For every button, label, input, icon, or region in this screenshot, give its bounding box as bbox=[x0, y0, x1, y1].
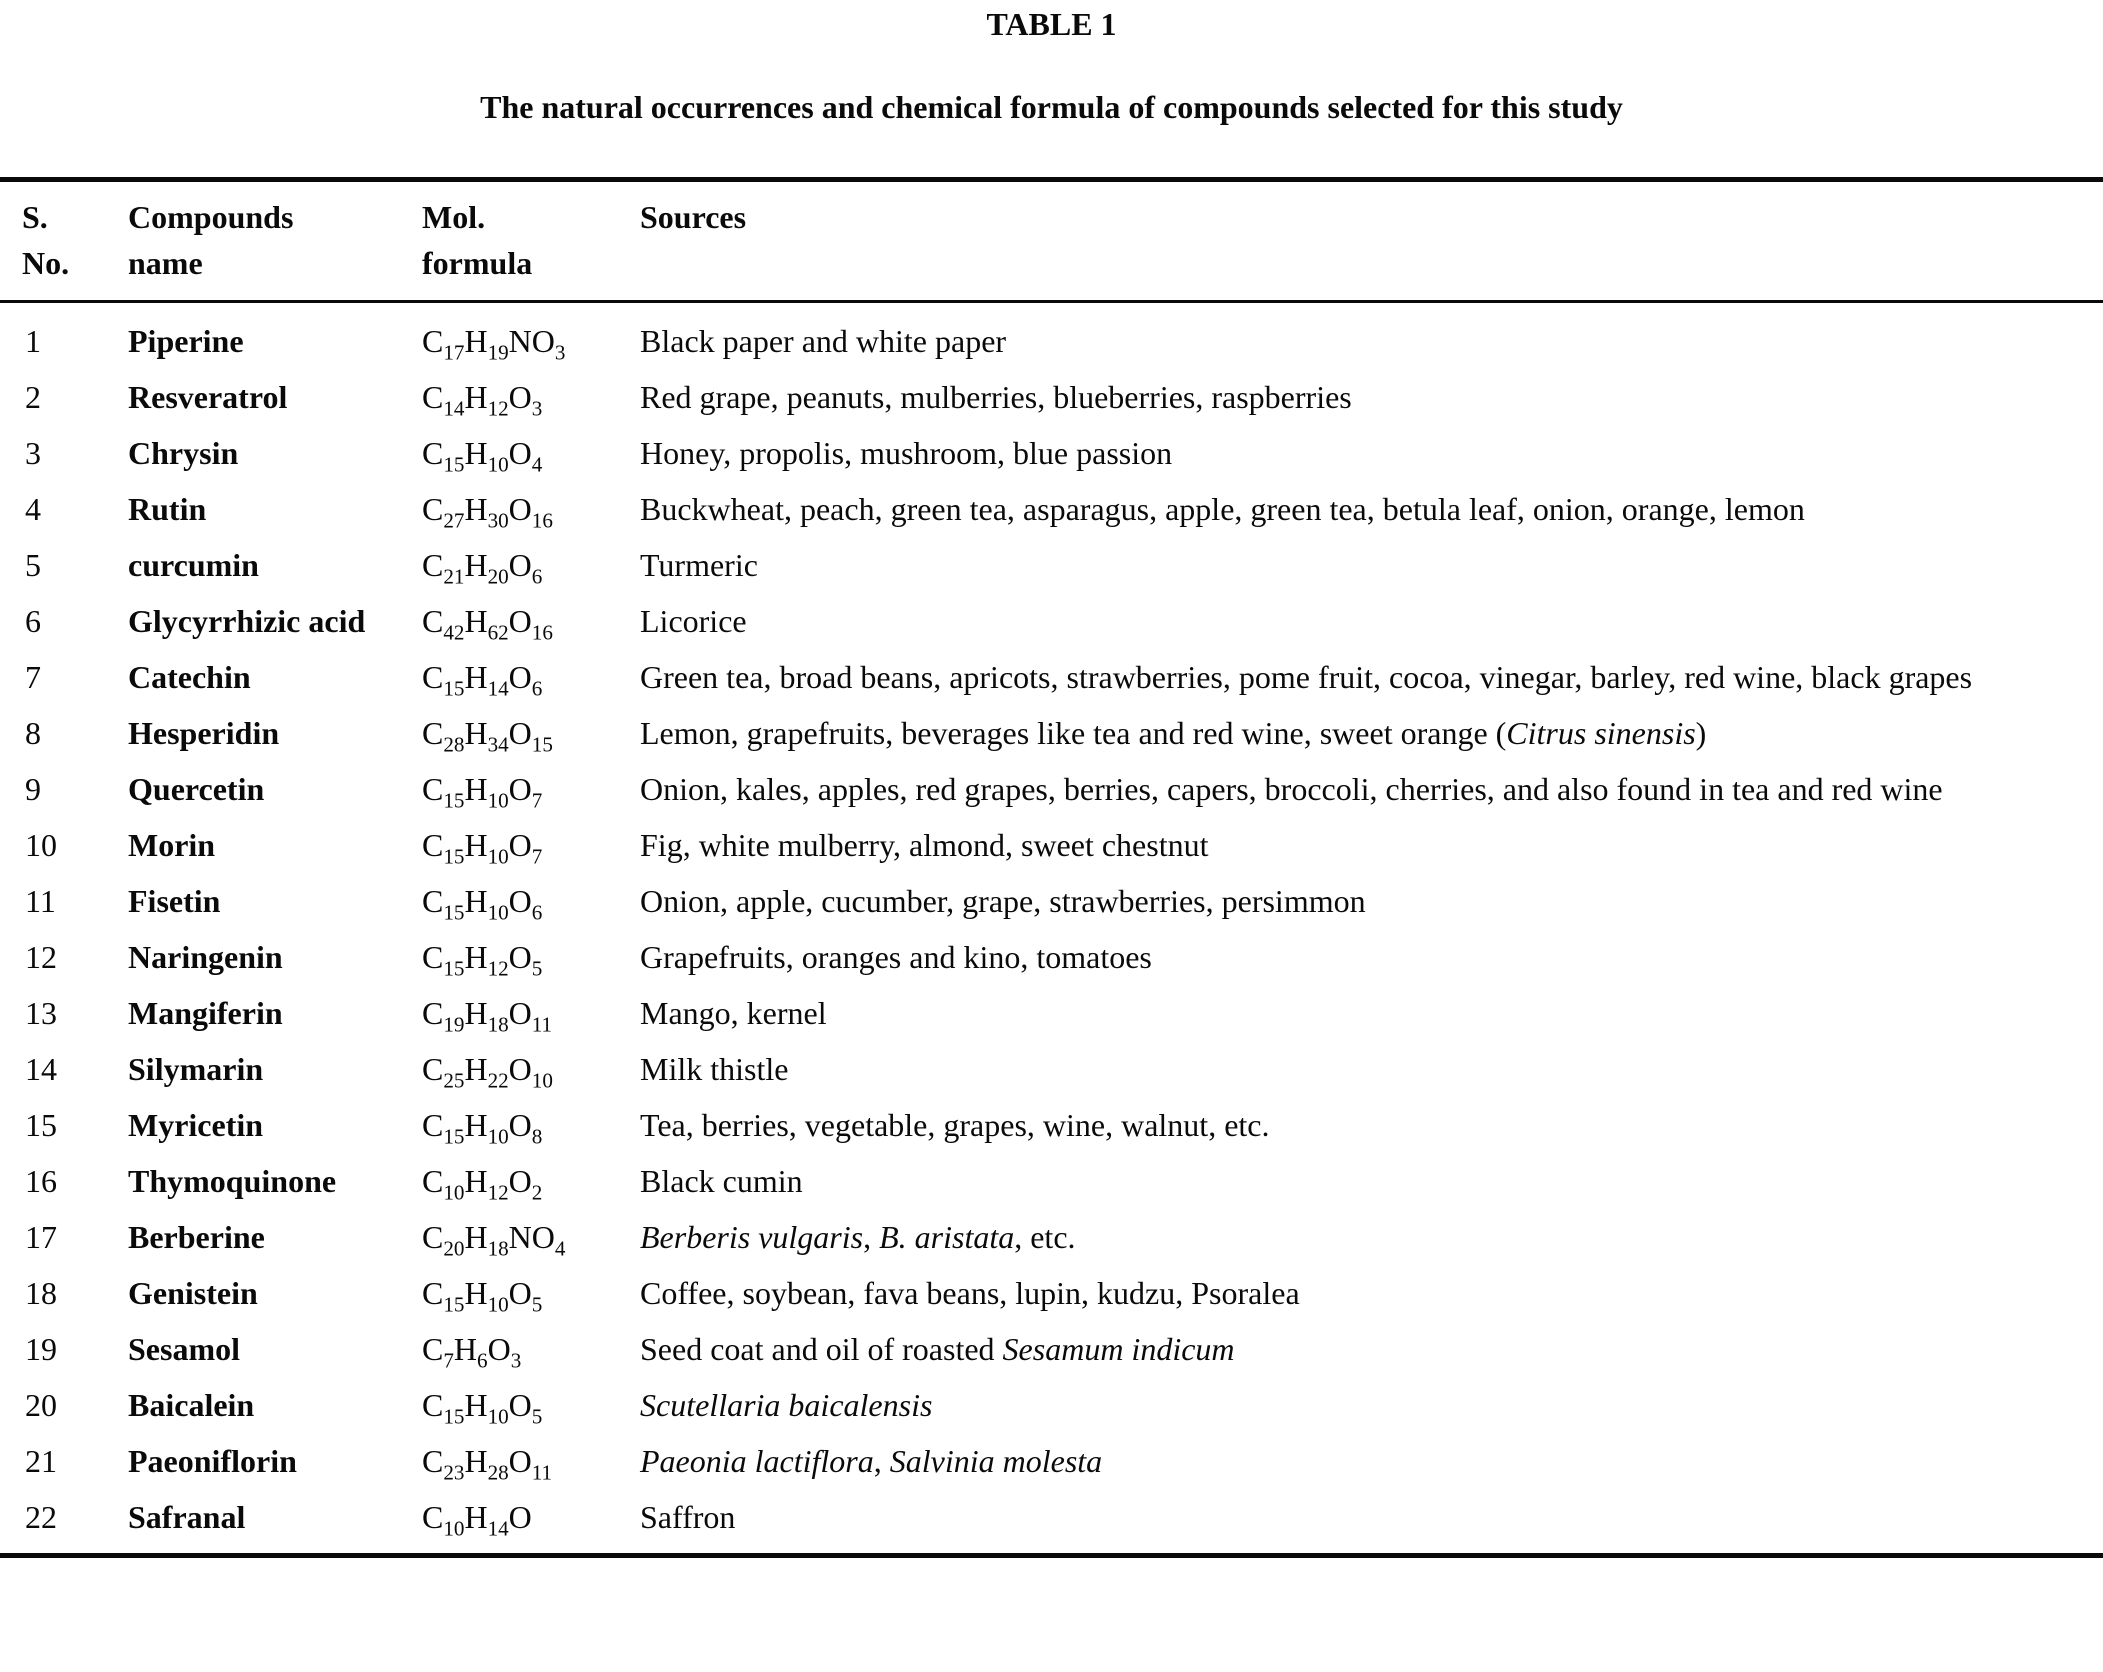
serial-number: 20 bbox=[25, 1387, 57, 1423]
mol-formula: $C_{23}H_{28}O_{11}$ bbox=[422, 1443, 553, 1485]
source-text: Black paper and white paper bbox=[640, 323, 1007, 359]
header-line: formula bbox=[422, 245, 533, 281]
source-text: Milk thistle bbox=[640, 1051, 789, 1087]
compound-name: Hesperidin bbox=[128, 715, 280, 751]
sources-text bbox=[640, 761, 2103, 817]
mol-formula: $C_{15}H_{14}O_6$ bbox=[422, 659, 543, 701]
compound-name: Fisetin bbox=[128, 883, 221, 919]
source-text: Coffee, soybean, fava beans, lupin, kudzu, Psoralea bbox=[640, 1275, 1300, 1311]
serial-number: 10 bbox=[25, 827, 57, 863]
source-text: Fig, white mulberry, almond, sweet chestnut bbox=[640, 827, 1209, 863]
header-serial-no bbox=[0, 180, 128, 302]
source-text: Mango, kernel bbox=[640, 995, 827, 1031]
sources-text bbox=[640, 929, 2103, 985]
sources-text bbox=[640, 302, 2103, 370]
table-caption: The natural occurrences and chemical formula of compounds selected for this study bbox=[480, 89, 1623, 125]
compound-name: Catechin bbox=[128, 659, 251, 695]
source-text: ) bbox=[1695, 715, 1707, 751]
table-row bbox=[0, 1321, 2103, 1377]
sources-text bbox=[640, 985, 2103, 1041]
sources-text bbox=[640, 1433, 2103, 1489]
header-row bbox=[0, 180, 2103, 302]
compound-name: Sesamol bbox=[128, 1331, 240, 1367]
serial-number: 16 bbox=[25, 1163, 57, 1199]
source-text: Honey, propolis, mushroom, blue passion bbox=[640, 435, 1173, 471]
mol-formula: $C_{10}H_{12}O_2$ bbox=[422, 1163, 543, 1205]
serial-number: 3 bbox=[25, 435, 41, 471]
sources-text bbox=[640, 537, 2103, 593]
source-text: Onion, kales, apples, red grapes, berries, capers, broccoli, cherries, and also found in tea and red wine bbox=[640, 771, 1943, 807]
species-name: B. aristata bbox=[879, 1219, 1015, 1255]
compound-name: Paeoniflorin bbox=[128, 1443, 297, 1479]
mol-formula: $C_{15}H_{12}O_5$ bbox=[422, 939, 543, 981]
header-compound-name bbox=[128, 180, 422, 302]
mol-formula: $C_{15}H_{10}O_5$ bbox=[422, 1275, 543, 1317]
sources-text bbox=[640, 817, 2103, 873]
serial-number: 8 bbox=[25, 715, 41, 751]
sources-text bbox=[640, 1265, 2103, 1321]
serial-number: 2 bbox=[25, 379, 41, 415]
compound-name: Rutin bbox=[128, 491, 207, 527]
mol-formula: $C_{15}H_{10}O_5$ bbox=[422, 1387, 543, 1429]
sources-text bbox=[640, 425, 2103, 481]
table-row bbox=[0, 761, 2103, 817]
header-mol-formula bbox=[422, 180, 640, 302]
table-row bbox=[0, 649, 2103, 705]
mol-formula: $C_{17}H_{19}NO_3$ bbox=[422, 323, 566, 365]
source-text: , bbox=[863, 1219, 880, 1255]
table-row bbox=[0, 425, 2103, 481]
compound-name: Resveratrol bbox=[128, 379, 288, 415]
serial-number: 14 bbox=[25, 1051, 57, 1087]
mol-formula: $C_{20}H_{18}NO_4$ bbox=[422, 1219, 566, 1261]
serial-number: 22 bbox=[25, 1499, 57, 1535]
table-row bbox=[0, 369, 2103, 425]
mol-formula: $C_7H_6O_3$ bbox=[422, 1331, 522, 1373]
table-row bbox=[0, 1041, 2103, 1097]
sources-text bbox=[640, 1209, 2103, 1265]
sources-text bbox=[640, 369, 2103, 425]
table-header bbox=[0, 180, 2103, 302]
source-text: Lemon, grapefruits, beverages like tea and red wine, sweet orange ( bbox=[640, 715, 1507, 751]
mol-formula: $C_{21}H_{20}O_6$ bbox=[422, 547, 543, 589]
compound-name: Naringenin bbox=[128, 939, 283, 975]
sources-text bbox=[640, 1041, 2103, 1097]
serial-number: 12 bbox=[25, 939, 57, 975]
compounds-table bbox=[0, 177, 2103, 1558]
compound-name: Chrysin bbox=[128, 435, 239, 471]
table-row bbox=[0, 593, 2103, 649]
compound-name: Silymarin bbox=[128, 1051, 264, 1087]
serial-number: 6 bbox=[25, 603, 41, 639]
serial-number: 1 bbox=[25, 323, 41, 359]
compound-name: Glycyrrhizic acid bbox=[128, 603, 366, 639]
serial-number: 9 bbox=[25, 771, 41, 807]
serial-number: 18 bbox=[25, 1275, 57, 1311]
source-text: Red grape, peanuts, mulberries, blueberries, raspberries bbox=[640, 379, 1352, 415]
mol-formula: $C_{14}H_{12}O_3$ bbox=[422, 379, 543, 421]
table-label: TABLE 1 bbox=[986, 6, 1117, 42]
table-row bbox=[0, 1097, 2103, 1153]
table-row bbox=[0, 1433, 2103, 1489]
source-text: , etc. bbox=[1014, 1219, 1076, 1255]
source-text: Saffron bbox=[640, 1499, 736, 1535]
sources-text bbox=[640, 1097, 2103, 1153]
species-name: Paeonia lactiflora bbox=[640, 1443, 874, 1479]
header-sources bbox=[640, 180, 2103, 302]
header-line: Compounds bbox=[128, 199, 294, 235]
serial-number: 13 bbox=[25, 995, 57, 1031]
source-text: Grapefruits, oranges and kino, tomatoes bbox=[640, 939, 1152, 975]
source-text: Onion, apple, cucumber, grape, strawberries, persimmon bbox=[640, 883, 1366, 919]
source-text: Turmeric bbox=[640, 547, 758, 583]
table-row bbox=[0, 1265, 2103, 1321]
table-row bbox=[0, 705, 2103, 761]
compound-name: Myricetin bbox=[128, 1107, 264, 1143]
compound-name: Morin bbox=[128, 827, 216, 863]
table-row bbox=[0, 873, 2103, 929]
sources-text bbox=[640, 593, 2103, 649]
serial-number: 21 bbox=[25, 1443, 57, 1479]
sources-text bbox=[640, 1377, 2103, 1433]
species-name: Sesamum indicum bbox=[1002, 1331, 1235, 1367]
table-row bbox=[0, 817, 2103, 873]
mol-formula: $C_{19}H_{18}O_{11}$ bbox=[422, 995, 553, 1037]
serial-number: 19 bbox=[25, 1331, 57, 1367]
compound-name: Genistein bbox=[128, 1275, 258, 1311]
mol-formula: $C_{10}H_{14}O$ bbox=[422, 1499, 532, 1541]
mol-formula: $C_{15}H_{10}O_6$ bbox=[422, 883, 543, 925]
source-text: Tea, berries, vegetable, grapes, wine, walnut, etc. bbox=[640, 1107, 1270, 1143]
source-text: Licorice bbox=[640, 603, 747, 639]
header-line: No. bbox=[22, 245, 70, 281]
table-row bbox=[0, 985, 2103, 1041]
table-row bbox=[0, 537, 2103, 593]
species-name: Salvinia molesta bbox=[889, 1443, 1103, 1479]
compound-name: curcumin bbox=[128, 547, 259, 583]
mol-formula: $C_{15}H_{10}O_7$ bbox=[422, 771, 543, 813]
sources-text bbox=[640, 649, 2103, 705]
species-name: Berberis vulgaris bbox=[640, 1219, 864, 1255]
sources-text bbox=[640, 1489, 2103, 1556]
mol-formula: $C_{15}H_{10}O_4$ bbox=[422, 435, 543, 477]
source-text: , bbox=[873, 1443, 890, 1479]
table-row bbox=[0, 1377, 2103, 1433]
mol-formula: $C_{15}H_{10}O_8$ bbox=[422, 1107, 543, 1149]
source-text: Black cumin bbox=[640, 1163, 803, 1199]
serial-number: 11 bbox=[25, 883, 56, 919]
compound-name: Mangiferin bbox=[128, 995, 283, 1031]
sources-text bbox=[640, 1321, 2103, 1377]
serial-number: 5 bbox=[25, 547, 41, 583]
table-row bbox=[0, 1209, 2103, 1265]
table-row bbox=[0, 481, 2103, 537]
serial-number: 17 bbox=[25, 1219, 57, 1255]
mol-formula: $C_{15}H_{10}O_7$ bbox=[422, 827, 543, 869]
mol-formula: $C_{42}H_{62}O_{16}$ bbox=[422, 603, 553, 645]
sources-text bbox=[640, 705, 2103, 761]
species-name: Scutellaria baicalensis bbox=[640, 1387, 933, 1423]
compound-name: Thymoquinone bbox=[128, 1163, 337, 1199]
compound-name: Safranal bbox=[128, 1499, 246, 1535]
source-text: Buckwheat, peach, green tea, asparagus, apple, green tea, betula leaf, onion, orange, lemon bbox=[640, 491, 1805, 527]
compound-name: Baicalein bbox=[128, 1387, 255, 1423]
source-text: Green tea, broad beans, apricots, strawberries, pome fruit, cocoa, vinegar, barley, red wine, black grapes bbox=[640, 659, 1973, 695]
mol-formula: $C_{28}H_{34}O_{15}$ bbox=[422, 715, 553, 757]
header-line: S. bbox=[22, 199, 48, 235]
table-row bbox=[0, 929, 2103, 985]
table-body bbox=[0, 302, 2103, 1556]
compound-name: Quercetin bbox=[128, 771, 265, 807]
serial-number: 7 bbox=[25, 659, 41, 695]
mol-formula: $C_{27}H_{30}O_{16}$ bbox=[422, 491, 553, 533]
sources-text bbox=[640, 481, 2103, 537]
sources-text bbox=[640, 873, 2103, 929]
species-name: Citrus sinensis bbox=[1506, 715, 1696, 751]
mol-formula: $C_{25}H_{22}O_{10}$ bbox=[422, 1051, 553, 1093]
table-row bbox=[0, 1489, 2103, 1556]
table-row bbox=[0, 302, 2103, 370]
serial-number: 4 bbox=[25, 491, 41, 527]
sources-text bbox=[640, 1153, 2103, 1209]
compound-name: Piperine bbox=[128, 323, 244, 359]
source-text: Seed coat and oil of roasted bbox=[640, 1331, 1003, 1367]
header-line: name bbox=[128, 245, 203, 281]
serial-number: 15 bbox=[25, 1107, 57, 1143]
header-line: Sources bbox=[640, 199, 747, 235]
compound-name: Berberine bbox=[128, 1219, 265, 1255]
table-row bbox=[0, 1153, 2103, 1209]
header-line: Mol. bbox=[422, 199, 486, 235]
